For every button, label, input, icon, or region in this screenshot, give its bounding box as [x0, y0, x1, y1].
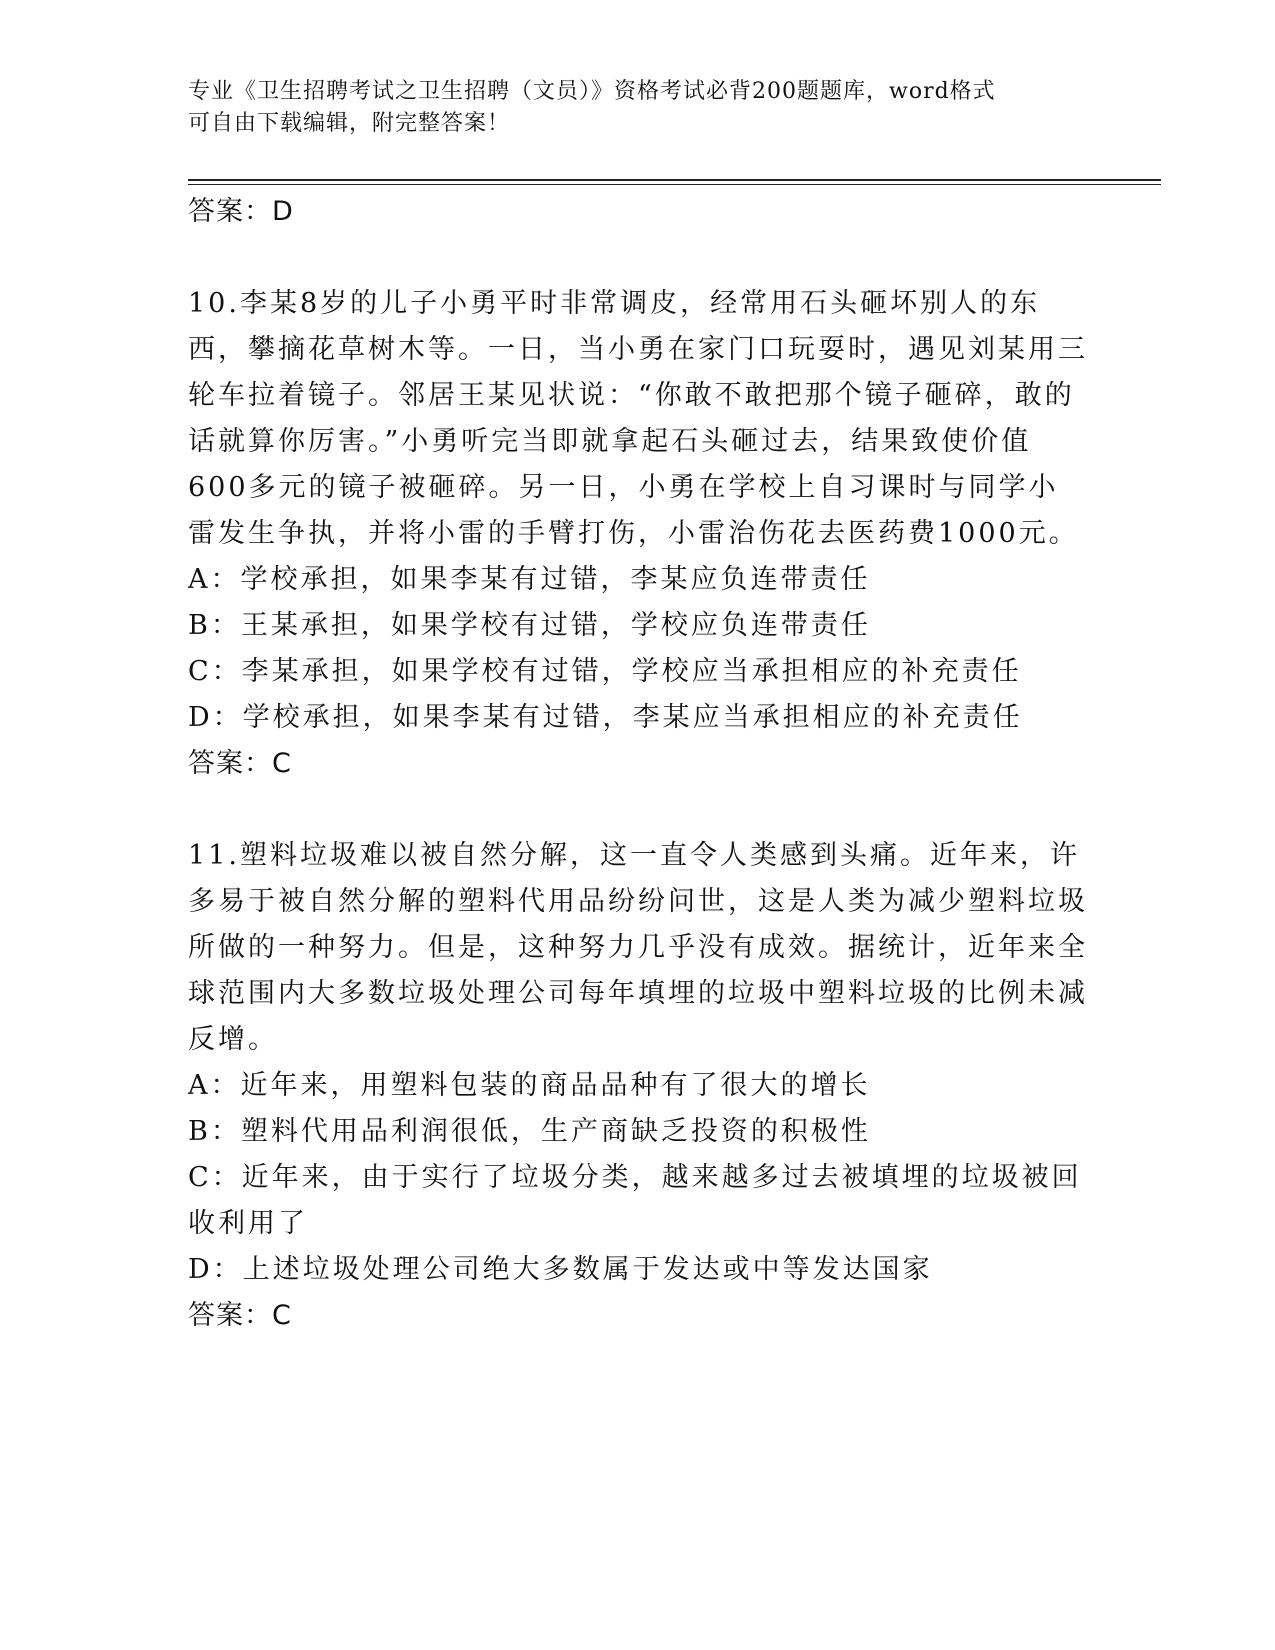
document-header	[188, 76, 1088, 140]
option-c: C：近年来，由于实行了垃圾分类，越来越多过去被填埋的垃圾被回收利用了	[188, 1162, 1082, 1239]
previous-answer: 答案：D	[188, 196, 294, 227]
option-a: A：近年来，用塑料包装的商品品种有了很大的增长	[188, 1070, 871, 1101]
answer: 答案：C	[188, 748, 292, 779]
question-10	[188, 281, 1088, 787]
option-b: B：王某承担，如果学校有过错，学校应负连带责任	[188, 610, 871, 641]
header-rule-thick	[188, 179, 1161, 181]
question-stem: 10.李某8岁的儿子小勇平时非常调皮，经常用石头砸坏别人的东西，攀摘花草树木等。一日，当小勇在家门口玩耍时，遇见刘某用三轮车拉着镜子。邻居王某见状说：“你敢不敢把那个镜子砸碎，敢的话就算你厉害。”小勇听完当即就拿起石头砸过去，结果致使价值600多元的镜子被砸碎。另一日，小勇在学校上自习课时与同学小雷发生争执，并将小雷的手臂打伤，小雷治伤花去医药费1000元。	[188, 288, 1088, 549]
question-stem: 11.塑料垃圾难以被自然分解，这一直令人类感到头痛。近年来，许多易于被自然分解的塑料代用品纷纷问世，这是人类为减少塑料垃圾所做的一种努力。但是，这种努力几乎没有成效。据统计，近年来全球范围内大多数垃圾处理公司每年填埋的垃圾中塑料垃圾的比例未减反增。	[188, 840, 1088, 1055]
document-body	[188, 189, 1088, 1339]
question-11	[188, 833, 1088, 1339]
option-a: A：学校承担，如果李某有过错，李某应负连带责任	[188, 564, 871, 595]
header-rule-thin	[188, 184, 1161, 185]
option-d: D：学校承担，如果李某有过错，李某应当承担相应的补充责任	[188, 702, 1023, 733]
answer: 答案：C	[188, 1300, 292, 1331]
header-line-2: 可自由下载编辑，附完整答案！	[188, 111, 511, 136]
option-b: B：塑料代用品利润很低，生产商缺乏投资的积极性	[188, 1116, 871, 1147]
header-line-1: 专业《卫生招聘考试之卫生招聘（文员）》资格考试必背200题题库，word格式	[188, 79, 996, 104]
option-d: D：上述垃圾处理公司绝大多数属于发达或中等发达国家	[188, 1254, 933, 1285]
option-c: C：李某承担，如果学校有过错，学校应当承担相应的补充责任	[188, 656, 1022, 687]
